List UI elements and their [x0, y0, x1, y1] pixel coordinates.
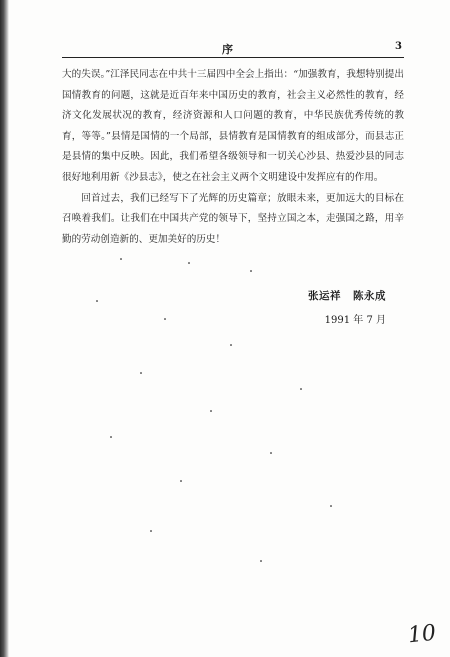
- header-rule: [62, 57, 404, 58]
- scan-speck: [300, 388, 302, 390]
- scan-speck: [110, 436, 112, 438]
- page-number: 3: [395, 41, 402, 52]
- scan-speck: [260, 560, 262, 562]
- paragraph-1: 大的失误。”江泽民同志在中共十三届四中全会上指出：“加强教育，我想特别提出国情教育的问题，这就是近百年来中国历史的教育，社会主义必然性的教育，经济文化发展状况的教育，经济资源和人口问题的教育，中华民族优秀传统的教育，等等。”县情是国情的一个局部，县情教育是国情教育的组成部分，而县志正是县情的集中反映。因此，我们希望各级领导和一切关心沙县、热爱沙县的同志很好地利用新《沙县志》，使之在社会主义两个文明建设中发挥应有的作用。: [62, 69, 404, 183]
- scan-speck: [188, 262, 190, 264]
- scan-speck: [330, 505, 332, 507]
- scan-speck: [120, 258, 122, 260]
- scan-speck: [250, 270, 252, 272]
- binding-shadow: [0, 0, 9, 657]
- paragraph-2: 回首过去，我们已经写下了光辉的历史篇章；放眼未来，更加远大的目标在召唤着我们。让我们在中国共产党的领导下，坚持立国之本，走强国之路，用辛勤的劳动创造新的、更加美好的历史！: [62, 192, 404, 245]
- handwritten-page-mark: 10: [406, 620, 438, 649]
- scan-speck: [164, 318, 166, 320]
- signature-date: 1991 年 7 月: [324, 315, 386, 326]
- signature-names: [308, 288, 386, 303]
- scan-speck: [96, 300, 98, 302]
- scan-speck: [140, 372, 142, 374]
- running-title: 序: [222, 43, 234, 56]
- scan-speck: [180, 480, 182, 482]
- scan-speck: [150, 530, 152, 532]
- scan-speck: [210, 410, 212, 412]
- signer-name: 陈永成: [353, 290, 386, 302]
- scan-speck: [230, 344, 232, 346]
- signer-name: 张运祥: [308, 290, 341, 302]
- body-text: [62, 65, 404, 250]
- page-header: [62, 40, 404, 56]
- scan-speck: [270, 452, 272, 454]
